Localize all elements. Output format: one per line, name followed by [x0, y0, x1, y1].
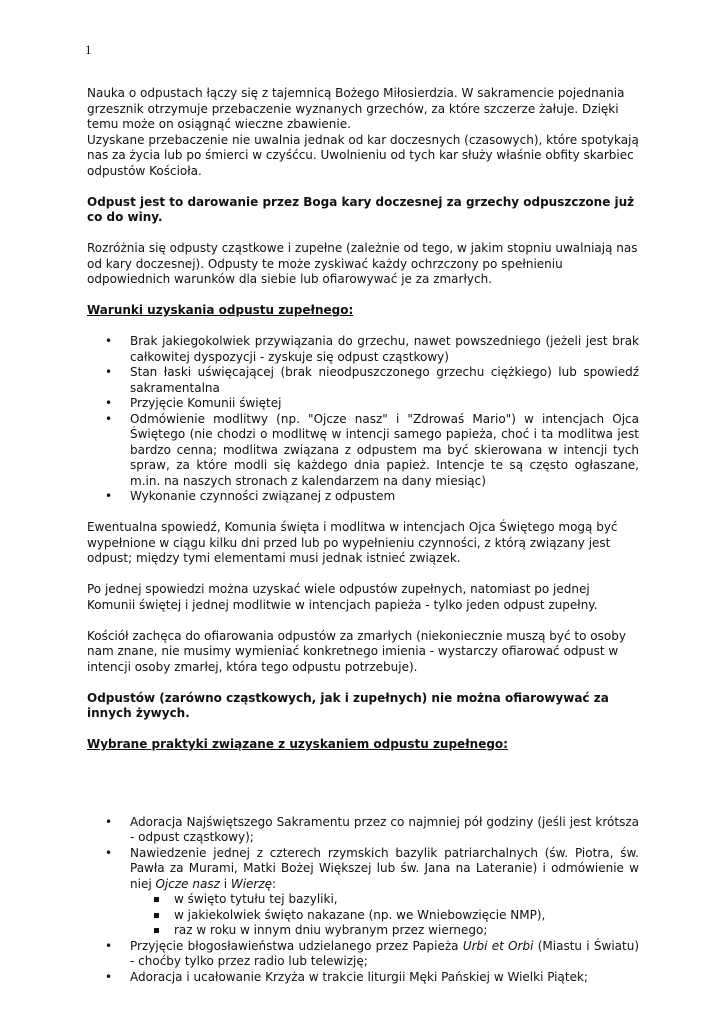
condition-item: • Odmówienie modlitwy (np. "Ojcze nasz" i "Zdrowaś Mario") w intencjach Ojca Świętego (nie chodzi o modlitwę w intencji samego papieża, choć i ta modlitwa jest bardzo cenna; modlitwa związana z odpustem ma być skierowana w intencji tych spraw, za które modli się każdego dnia papież. Intencje te są często ogłaszane, m.in. na naszych stronach z kalendarzem na dany miesiąc): [87, 412, 639, 490]
one-confession-paragraph: Po jednej spowiedzi można uzyskać wiele odpustów zupełnych, natomiast po jednej Komunii świętej i jednej modlitwie w intencjach papieża - tylko jeden odpust zupełny.: [87, 582, 598, 612]
not-for-living-paragraph: Odpustów (zarówno cząstkowych, jak i zupełnych) nie można ofiarowywać za innych żywych.: [87, 690, 609, 720]
page-number: 1: [85, 42, 92, 57]
intro-paragraph-2: Uzyskane przebaczenie nie uwalnia jednak od kar doczesnych (czasowych), które spotykają nas za życia lub po śmierci w czyśćcu. Uwolnieniu od tych kar służy właśnie obfity skarbiec odpustów Kościoła.: [87, 132, 639, 178]
conditions-heading: Warunki uzyskania odpustu zupełnego:: [87, 303, 354, 317]
intro-paragraph-1: Nauka o odpustach łączy się z tajemnicą Bożego Miłosierdzia. W sakramencie pojednania grzesznik otrzymuje przebaczenie wyznanych grzechów, za które szczerze żałuje. Dzięki temu może on osiągnąć wieczne zbawienie.: [87, 86, 625, 131]
practice-item-emphasis: Wierzę: [230, 876, 273, 891]
practice-item-text: :: [272, 876, 277, 891]
condition-item: • Brak jakiegokolwiek przywiązania do grzechu, nawet powszedniego (jeżeli jest brak całkowitej dyspozycji - zyskuje się odpust cząstkowy): [87, 334, 639, 365]
practice-item-text: i: [219, 876, 231, 891]
practice-item: • Adoracja Najświętszego Sakramentu przez co najmniej pół godziny (jeśli jest krótsza - odpust cząstkowy);: [87, 815, 639, 846]
document-body: [87, 86, 639, 985]
practice-item: [87, 846, 639, 939]
types-paragraph: Rozróżnia się odpusty cząstkowe i zupełne (zależnie od tego, w jakim stopniu uwalniają nas od kary doczesnej). Odpusty te może zyskiwać każdy ochrzczony po spełnieniu odpowiednich warunków dla siebie lub ofiarowywać je za zmarłych.: [87, 241, 638, 286]
practice-item-text: (Miastu i Światu) - choćby tylko przez radio lub telewizję;: [130, 938, 640, 968]
condition-item: • Wykonanie czynności związanej z odpustem: [87, 489, 639, 505]
practices-heading: Wybrane praktyki związane z uzyskaniem odpustu zupełnego:: [87, 737, 508, 751]
practice-item-text: Nawiedzenie jednej z czterech rzymskich bazylik patriarchalnych (św. Piotra, św. Pawła za Murami, Matki Bożej Większej lub św. Jana na Lateranie) i odmówienie w niej: [130, 845, 639, 891]
practice-sub-item: raz w roku w innym dniu wybranym przez wiernego;: [130, 923, 639, 939]
practices-list: [87, 815, 639, 986]
practice-item: • Adoracja i ucałowanie Krzyża w trakcie liturgii Męki Pańskiej w Wielki Piątek;: [87, 970, 639, 986]
condition-item: • Przyjęcie Komunii świętej: [87, 396, 639, 412]
practice-item-emphasis: Urbi et Orbi: [462, 938, 534, 953]
practice-sub-list: [130, 892, 639, 939]
definition-paragraph: Odpust jest to darowanie przez Boga kary doczesnej za grzechy odpuszczone już co do winy.: [87, 194, 635, 224]
practice-item: [87, 939, 639, 970]
condition-item: • Stan łaski uświęcającej (brak nieodpuszczonego grzechu ciężkiego) lub spowiedź sakramentalna: [87, 365, 639, 396]
practice-item-emphasis: Ojcze nasz: [155, 876, 220, 891]
for-dead-paragraph: Kościół zachęca do ofiarowania odpustów za zmarłych (niekoniecznie muszą być to osoby nam znane, nie musimy wymieniać konkretnego imienia - wystarczy ofiarować odpust w intencji osoby zmarłej, która tego odpustu potrzebuje).: [87, 628, 626, 674]
practice-sub-item: w jakiekolwiek święto nakazane (np. we Wniebowzięcie NMP),: [130, 908, 639, 924]
timing-paragraph: Ewentualna spowiedź, Komunia święta i modlitwa w intencjach Ojca Świętego mogą być wypełnione w ciągu kilku dni przed lub po wypełnieniu czynności, z którą związany jest odpust; między tymi elementami musi jednak istnieć związek.: [87, 520, 618, 565]
conditions-list: [87, 334, 639, 505]
practice-sub-item: w święto tytułu tej bazyliki,: [130, 892, 639, 908]
practice-item-text: Przyjęcie błogosławieństwa udzielanego przez Papieża: [130, 938, 463, 953]
